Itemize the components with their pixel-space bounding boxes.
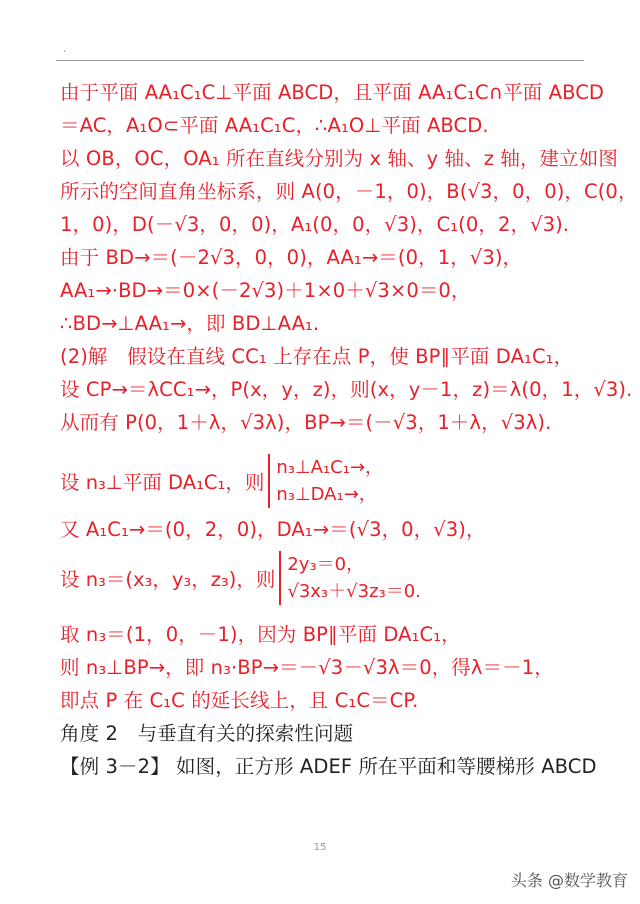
solution-line: ∴BD→⊥AA₁→，即 BD⊥AA₁. xyxy=(60,312,320,335)
solution-line: ＝AC，A₁O⊂平面 AA₁C₁C，∴A₁O⊥平面 ABCD. xyxy=(60,114,489,137)
page-number: 15 xyxy=(313,842,327,853)
system-brace xyxy=(268,454,383,508)
solution-line: AA₁→·BD→＝0×(－2√3)＋1×0＋√3×0＝0， xyxy=(60,279,471,302)
solution-line: 取 n₃＝(1，0，－1)，因为 BP∥平面 DA₁C₁， xyxy=(60,623,461,646)
system-lead: 设 n₃⊥平面 DA₁C₁，则 xyxy=(60,471,265,494)
solution-line: 设 CP→＝λCC₁→，P(x，y，z)，则(x，y－1，z)＝λ(0，1，√3). xyxy=(60,378,633,401)
solution-line: 则 n₃⊥BP→，即 n₃·BP→＝－√3－√3λ＝0，得λ＝－1， xyxy=(60,656,554,679)
solution-line: 又 A₁C₁→＝(0，2，0)，DA₁→＝(√3，0，√3)， xyxy=(60,518,486,541)
header-mark: . xyxy=(63,44,67,55)
solution-line: 从而有 P(0，1＋λ，√3λ)，BP→＝(－√3，1＋λ，√3λ). xyxy=(60,411,552,434)
watermark-text: 头条 @数学教育 xyxy=(510,871,628,890)
system-lead: 设 n₃＝(x₃，y₃，z₃)，则 xyxy=(60,568,276,591)
system-row: √3x₃＋√3z₃＝0. xyxy=(287,581,421,602)
example-line: 【例 3－2】 如图，正方形 ADEF 所在平面和等腰梯形 ABCD xyxy=(60,755,597,778)
section-heading: 角度 2 与垂直有关的探索性问题 xyxy=(60,722,354,745)
equation-system-normal xyxy=(60,449,600,513)
solution-line: 由于 BD→＝(－2√3，0，0)，AA₁→＝(0，1，√3)， xyxy=(60,246,523,269)
system-row: n₃⊥A₁C₁→， xyxy=(276,457,384,478)
solution-content xyxy=(60,76,638,783)
solution-line: 所示的空间直角坐标系，则 A(0，－1，0)，B(√3，0，0)，C(0， xyxy=(60,180,638,203)
solution-line: (2)解 假设在直线 CC₁ 上存在点 P，使 BP∥平面 DA₁C₁， xyxy=(60,345,574,368)
system-brace xyxy=(279,551,421,605)
system-row: 2y₃＝0， xyxy=(287,554,365,575)
solution-line: 以 OB，OC，OA₁ 所在直线分别为 x 轴、y 轴、z 轴，建立如图 xyxy=(60,147,618,170)
solution-line: 即点 P 在 C₁C 的延长线上，且 C₁C＝CP. xyxy=(60,689,419,712)
solution-line: 1，0)，D(－√3，0，0)，A₁(0，0，√3)，C₁(0，2，√3). xyxy=(60,213,570,236)
solution-line: 由于平面 AA₁C₁C⊥平面 ABCD，且平面 AA₁C₁C∩平面 ABCD xyxy=(60,81,605,104)
equation-system-coords xyxy=(60,546,600,610)
system-row: n₃⊥DA₁→， xyxy=(276,484,377,505)
header-rule xyxy=(56,60,584,61)
